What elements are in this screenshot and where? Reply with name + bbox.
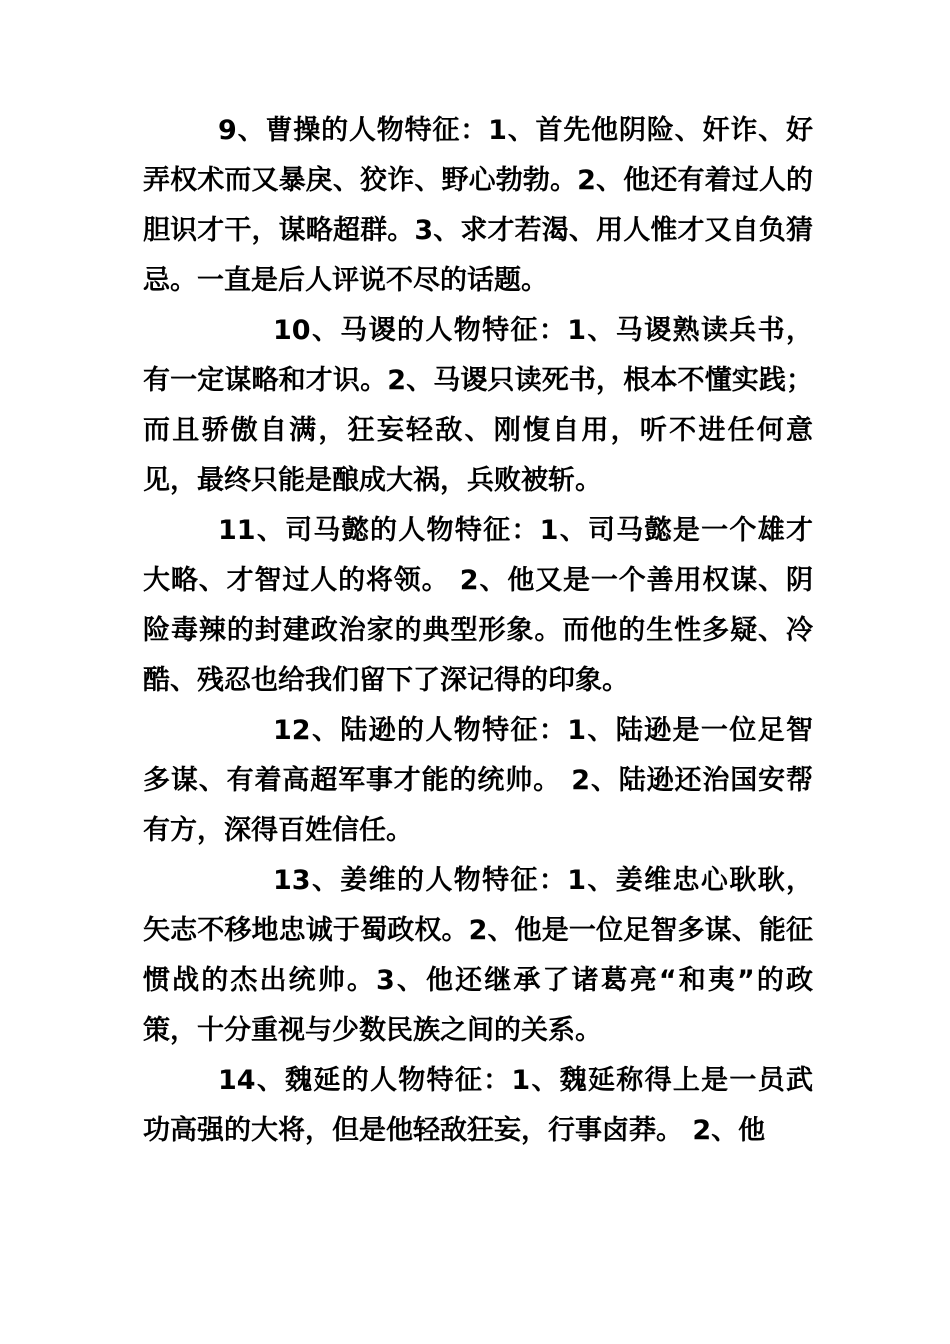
- paragraph-luxun: 12、陆逊的人物特征：1、陆逊是一位足智多谋、有着高超军事才能的统帅。 2、陆逊还治国安帮有方，深得百姓信任。: [143, 715, 813, 846]
- paragraph-masu: 10、马谡的人物特征：1、马谡熟读兵书，有一定谋略和才识。2、马谡只读死书，根本不懂实践；而且骄傲自满，狂妄轻敌、刚愎自用，听不进任何意见，最终只能是酿成大祸，兵败被斩。: [143, 315, 813, 496]
- paragraph-simayi: 11、司马懿的人物特征：1、司马懿是一个雄才大略、才智过人的将领。 2、他又是一个善用权谋、阴险毒辣的封建政治家的典型形象。而他的生性多疑、冷酷、残忍也给我们留下了深记得的印象。: [143, 515, 813, 696]
- paragraph-caocao: 9、曹操的人物特征：1、首先他阴险、奸诈、好弄权术而又暴戾、狡诈、野心勃勃。2、他还有着过人的胆识才干，谋略超群。3、求才若渴、用人惟才又自负猜忌。一直是后人评说不尽的话题。: [143, 115, 813, 296]
- paragraph-jiangwei: 13、姜维的人物特征：1、姜维忠心耿耿，矢志不移地忠诚于蜀政权。2、他是一位足智多谋、能征惯战的杰出统帅。3、他还继承了诸葛亮“和夷”的政策，十分重视与少数民族之间的关系。: [143, 865, 813, 1046]
- paragraph-weiyan: 14、魏延的人物特征：1、魏延称得上是一员武功高强的大将，但是他轻敌狂妄，行事卤莽。 2、他: [143, 1065, 813, 1146]
- document-body: [143, 106, 813, 1156]
